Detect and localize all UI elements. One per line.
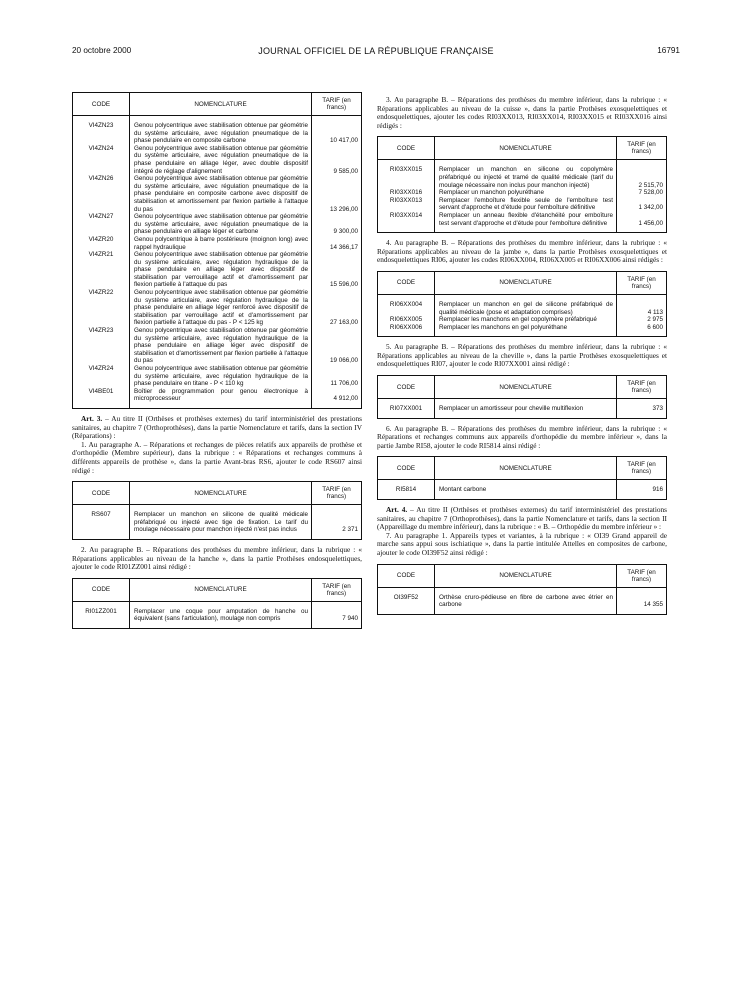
table-row (378, 294, 667, 316)
code-cell: VI4BE01 (73, 388, 130, 409)
nomenclature-cell: Remplacer les manchons en gel polyuréthane (439, 323, 568, 331)
nomenclature-cell: Remplacer une coque pour amputation de hanche ou équivalent (sans l'articulation), moulage non compris (134, 607, 308, 623)
code-cell: VI4ZN27 (73, 213, 130, 236)
table-header-row (73, 578, 362, 601)
table-row (378, 197, 667, 212)
tarif-cell: 1 456,00 (617, 212, 667, 233)
paragraph: 1. Au paragraphe A. – Réparations et rechanges de pièces relatifs aux appareils de prothèse et d'orthopédie (Membre supérieur), dans la rubrique : « Réparations et rechanges communs à différents appareils de prothèse », dans la partie Avant-bras RS6, ajouter le code RS607 ainsi rédigé : (72, 439, 362, 475)
nomenclature-cell: Genou polycentrique avec stabilisation obtenue par géométrie du système articulaire, avec régulation pneumatique de la phase pendulaire en composite carbone avec dispositif de stabilisation et amortissement par flexion partielle à l'attaque du pas (134, 175, 308, 213)
nomenclature-cell: Remplacer un manchon polyuréthane (439, 189, 545, 197)
code-header: CODE (378, 376, 435, 399)
code-header: CODE (73, 482, 130, 505)
nomenclature-cell: Genou polycentrique avec stabilisation obtenue par géométrie du système articulaire, avec régulation hydraulique de la phase pendulaire en titane - P < 110 kg (134, 365, 308, 388)
tarif-cell: 13 296,00 (312, 175, 362, 213)
nomenclature-cell: Genou polycentrique avec stabilisation obtenue par géométrie du système articulaire, avec régulation hydraulique de la phase pendulaire en alliage léger renforcé avec dispositif de stabilisation par verrouillage actif et d'amortissement par flexion partielle à l'attaque du pas - P < 125 kg (134, 289, 308, 327)
nomenclature-cell: Genou polycentrique avec stabilisation obtenue par géométrie du système articulaire, avec régulation hydraulique de la phase pendulaire en alliage léger avec dispositif de stabilisation et d'amortissement par flexion partielle à l'attaque du pas (134, 327, 308, 365)
tarif-cell: 9 300,00 (312, 213, 362, 236)
journal-title: JOURNAL OFFICIEL DE LA RÉPUBLIQUE FRANÇAISE (258, 46, 494, 56)
tarif-cell: 4 912,00 (312, 388, 362, 409)
code-header: CODE (378, 271, 435, 294)
tarif-table (377, 271, 667, 337)
nomenclature-cell: Remplacer l'emboîture flexible seule de l'emboîture test servant d'approche et d'étude pour l'emboîture définitive (439, 196, 613, 212)
paragraph: 3. Au paragraphe B. – Réparations des prothèses du membre inférieur, dans la rubrique : « Réparations applicables au niveau de la cuisse », dans la partie Prothèses exosquelettiques et endosquelettiques, ajouter les codes RI03XX013, RI03XX014, RI03XX015 et RI03XX016 ainsi rédigés : (377, 95, 667, 130)
nomenclature-cell: Genou polycentrique avec stabilisation obtenue par géométrie du système articulaire, avec régulation pneumatique de la phase pendulaire en alliage léger, avec double dispositif intégré de réglage d'alignement (134, 144, 308, 175)
tarif-table (72, 92, 362, 409)
right-column (377, 96, 667, 615)
table-row (73, 251, 362, 289)
code-cell: VI4ZR22 (73, 289, 130, 327)
article-4: Art. 4. – Au titre II (Orthèses et prothèses externes) du tarif interministériel des prestations sanitaires, au chapitre 7 (Orthoprothèses), dans la partie Nomenclature et tarifs, dans la section II (Appareillage du membre inférieur), dans la rubrique : « B. – Orthopédie du membre inférieur » : (377, 505, 667, 532)
tarif-cell: 7 940 (312, 601, 362, 628)
tarif-cell: 15 596,00 (312, 251, 362, 289)
tarif-header: TARIF (en francs) (617, 376, 667, 399)
nomenclature-cell: Remplacer un anneau flexible d'étanchéité pour emboîture test servant d'approche et d'étude pour l'emboîture définitive (439, 211, 613, 227)
tarif-header: TARIF (en francs) (312, 93, 362, 116)
code-cell: RS607 (73, 505, 130, 540)
code-cell: RI03XX015 (378, 160, 435, 189)
tarif-cell: 373 (617, 399, 667, 419)
nomenclature-cell: Boîtier de programmation pour genou électronique à microprocesseur (134, 387, 308, 403)
article-label: Art. 3. (81, 413, 103, 423)
code-cell: RI03XX016 (378, 189, 435, 197)
tarif-table (72, 481, 362, 540)
page-header (72, 46, 680, 58)
table-row (73, 365, 362, 388)
nomenclature-cell: Genou polycentrique à barre postérieure (moignon long) avec rappel hydraulique (134, 235, 308, 251)
paragraph: 5. Au paragraphe B. – Réparations des prothèses du membre inférieur, dans la rubrique : « Réparations applicables au niveau de la cheville », dans la partie Prothèses exosquelettiques et endosquelettiques RI07, ajouter le code RI07XX001 ainsi rédigé : (377, 342, 667, 369)
tarif-cell: 9 585,00 (312, 145, 362, 175)
tarif-header: TARIF (en francs) (617, 564, 667, 587)
code-cell: RI03XX013 (378, 197, 435, 212)
code-cell: VI4ZR21 (73, 251, 130, 289)
table-header-row (73, 93, 362, 116)
table-row (378, 324, 667, 337)
nomenclature-cell: Remplacer les manchons en gel copolymère préfabriqué (439, 316, 597, 324)
code-header: CODE (73, 578, 130, 601)
table-row (378, 212, 667, 233)
tarif-header: TARIF (en francs) (312, 482, 362, 505)
paragraph: 4. Au paragraphe B. – Réparations des prothèses du membre inférieur, dans la rubrique : « Réparations applicables au niveau de la jambe », dans la partie Prothèses exosquelettiques et endosquelettiques RI06, ajouter les codes RI06XX004, RI06XX005 et RI06XX006 ainsi rédigés : (377, 238, 667, 265)
code-cell: RI07XX001 (378, 399, 435, 419)
table-row (378, 399, 667, 419)
tarif-header: TARIF (en francs) (617, 271, 667, 294)
code-cell: RI06XX005 (378, 316, 435, 324)
nomenclature-cell: Orthèse cruro-pédieuse en fibre de carbone avec étrier en carbone (439, 593, 613, 609)
table-row (73, 145, 362, 175)
table-row (73, 388, 362, 409)
code-cell: VI4ZR23 (73, 327, 130, 365)
tarif-cell: 11 706,00 (312, 365, 362, 388)
nomenclature-header: NOMENCLATURE (130, 482, 312, 505)
nomenclature-cell: Remplacer un manchon en silicone ou copolymère préfabriqué ou injecté et tramé de qualité médicale (tarif du moulage nécessaire non inclus pour manchon injecté) (439, 166, 613, 189)
tarif-header: TARIF (en francs) (312, 578, 362, 601)
code-cell: RI06XX004 (378, 294, 435, 316)
table-row (73, 175, 362, 213)
tarif-table (377, 375, 667, 419)
tarif-header: TARIF (en francs) (617, 137, 667, 160)
tarif-cell: 4 113 (617, 294, 667, 316)
table-row (378, 480, 667, 500)
tarif-header: TARIF (en francs) (617, 457, 667, 480)
left-column (72, 92, 362, 629)
code-header: CODE (378, 457, 435, 480)
tarif-cell: 1 342,00 (617, 197, 667, 212)
paragraph: 6. Au paragraphe B. – Réparations des prothèses du membre inférieur, dans la rubrique : « Réparations et rechanges communs aux appareils d'orthopédie du membre inférieur », dans la partie Jambe RI58, ajouter le code RI5814 ainsi rédigé : (377, 423, 667, 450)
nomenclature-cell: Montant carbone (439, 486, 487, 494)
nomenclature-cell: Genou polycentrique avec stabilisation obtenue par géométrie du système articulaire, avec régulation hydraulique de la phase pendulaire en alliage léger avec dispositif de stabilisation par verrouillage actif et d'amortissement par flexion partielle à l'attaque du pas (134, 251, 308, 289)
article-label: Art. 4. (386, 505, 408, 515)
tarif-table (72, 578, 362, 629)
tarif-table (377, 136, 667, 233)
nomenclature-header: NOMENCLATURE (435, 564, 617, 587)
nomenclature-header: NOMENCLATURE (435, 457, 617, 480)
table-header-row (378, 271, 667, 294)
code-cell: RI01ZZ001 (73, 601, 130, 628)
code-cell: VI4ZR24 (73, 365, 130, 388)
code-cell: VI4ZR20 (73, 236, 130, 251)
tarif-cell: 6 600 (617, 324, 667, 337)
code-header: CODE (73, 93, 130, 116)
code-cell: VI4ZN26 (73, 175, 130, 213)
nomenclature-header: NOMENCLATURE (435, 376, 617, 399)
nomenclature-header: NOMENCLATURE (435, 271, 617, 294)
table-row (73, 505, 362, 540)
code-header: CODE (378, 137, 435, 160)
code-cell: RI5814 (378, 480, 435, 500)
nomenclature-cell: Remplacer un manchon en silicone de qualité médicale préfabriqué ou injecté avec tige de fixation. Le tarif du moulage nécessaire pour manchon injecté n'est pas inclus (134, 511, 308, 534)
table-header-row (378, 137, 667, 160)
table-row (378, 189, 667, 197)
article-3: Art. 3. – Au titre II (Orthèses et prothèses externes) du tarif interministériel des prestations sanitaires, au chapitre 7 (Orthoprothèses), dans la partie Nomenclature et tarifs, dans la section IV (Réparations) : (72, 413, 362, 441)
table-row (378, 587, 667, 614)
tarif-table (377, 456, 667, 500)
tarif-cell: 10 417,00 (312, 116, 362, 145)
page-number: 16791 (657, 46, 680, 55)
code-cell: VI4ZN24 (73, 145, 130, 175)
issue-date: 20 octobre 2000 (72, 46, 132, 55)
code-cell: VI4ZN23 (73, 116, 130, 145)
tarif-cell: 27 163,00 (312, 289, 362, 327)
table-header-row (378, 564, 667, 587)
nomenclature-header: NOMENCLATURE (435, 137, 617, 160)
nomenclature-header: NOMENCLATURE (130, 93, 312, 116)
code-cell: OI39F52 (378, 587, 435, 614)
nomenclature-header: NOMENCLATURE (130, 578, 312, 601)
paragraph: 2. Au paragraphe B. – Réparations des prothèses du membre inférieur, dans la rubrique : « Réparations applicables au niveau de la hanche », dans la partie Prothèses endosquelettiques, ajouter le code RI01ZZ001 ainsi rédigé : (72, 544, 362, 572)
tarif-cell: 19 066,00 (312, 327, 362, 365)
table-row (378, 316, 667, 324)
tarif-cell: 2 975 (617, 316, 667, 324)
tarif-cell: 916 (617, 480, 667, 500)
table-row (73, 289, 362, 327)
table-row (378, 160, 667, 189)
table-row (73, 236, 362, 251)
table-header-row (378, 376, 667, 399)
tarif-cell: 14 355 (617, 587, 667, 614)
code-cell: RI06XX006 (378, 324, 435, 337)
tarif-cell: 2 371 (312, 505, 362, 540)
table-row (73, 213, 362, 236)
nomenclature-cell: Remplacer un manchon en gel de silicone préfabriqué de qualité médicale (pose et adaptation comprises) (439, 300, 613, 316)
table-row (73, 116, 362, 145)
nomenclature-cell: Remplacer un amortisseur pour cheville multiflexion (439, 405, 584, 413)
tarif-table (377, 564, 667, 615)
table-header-row (378, 457, 667, 480)
table-row (73, 327, 362, 365)
paragraph: 7. Au paragraphe 1. Appareils types et variantes, à la rubrique : « OI39 Grand appareil de marche sans appui sous ischiatique », dans la partie intitulée Attelles en composites de carbone, ajouter le code OI39F52 ainsi rédigé : (377, 530, 667, 557)
code-header: CODE (378, 564, 435, 587)
tarif-cell: 7 528,00 (617, 189, 667, 197)
nomenclature-cell: Genou polycentrique avec stabilisation obtenue par géométrie du système articulaire, avec régulation pneumatique de la phase pendulaire en composite carbone (134, 122, 308, 145)
table-row (73, 601, 362, 628)
tarif-cell: 14 366,17 (312, 236, 362, 251)
code-cell: RI03XX014 (378, 212, 435, 233)
nomenclature-cell: Genou polycentrique avec stabilisation obtenue par géométrie du système articulaire, avec régulation pneumatique de la phase pendulaire en alliage léger et carbone (134, 213, 308, 236)
tarif-cell: 2 515,70 (617, 160, 667, 189)
table-header-row (73, 482, 362, 505)
